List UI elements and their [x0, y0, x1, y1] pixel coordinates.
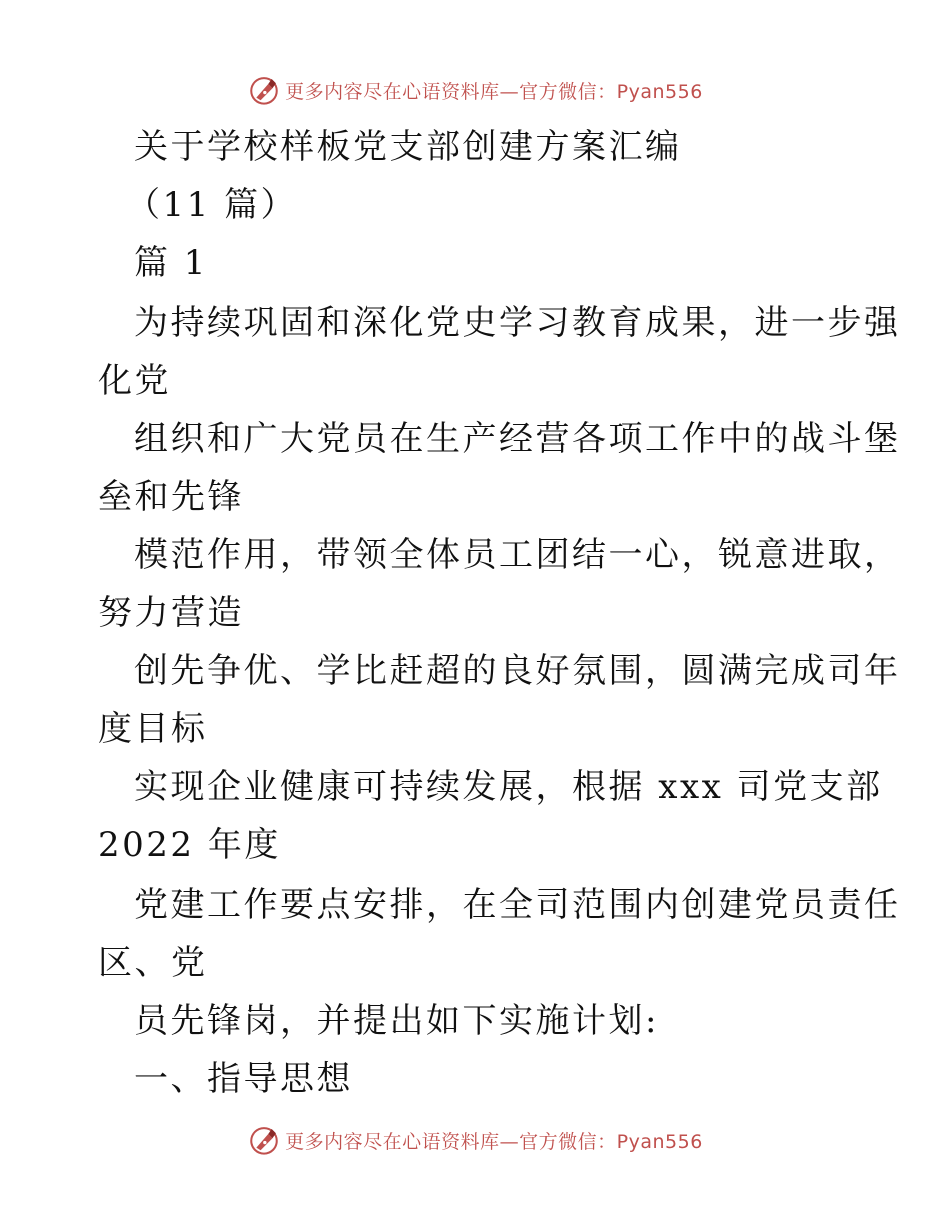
paragraph-line: 区、党 [98, 943, 208, 983]
paragraph-line: 实现企业健康可持续发展，根据 xxx 司党支部 [134, 767, 883, 807]
paragraph-line: 2022 年度 [98, 825, 281, 865]
paragraph-line: 党建工作要点安排，在全司范围内创建党员责任 [134, 885, 901, 925]
watermark-text: 更多内容尽在心语资料库—官方微信：Pyan556 [285, 1130, 703, 1153]
header-watermark [0, 68, 950, 112]
footer-watermark [0, 1118, 950, 1162]
document-title: 关于学校样板党支部创建方案汇编 [134, 127, 682, 167]
section-subheading: 一、指导思想 [134, 1059, 353, 1099]
paragraph-line: 为持续巩固和深化党史学习教育成果，进一步强 [134, 303, 901, 343]
document-count: （11 篇） [126, 185, 298, 225]
section-heading: 篇 1 [134, 243, 208, 283]
paragraph-line: 垒和先锋 [98, 477, 244, 517]
watermark-text: 更多内容尽在心语资料库—官方微信：Pyan556 [285, 80, 703, 103]
paragraph-line: 组织和广大党员在生产经营各项工作中的战斗堡 [134, 419, 901, 459]
paragraph-line: 度目标 [98, 709, 208, 749]
paragraph-line: 员先锋岗，并提出如下实施计划: [134, 1001, 659, 1041]
pen-nib-logo-icon [247, 1123, 281, 1157]
paragraph-line: 模范作用，带领全体员工团结一心，锐意进取， [134, 535, 901, 575]
paragraph-line: 化党 [98, 361, 171, 401]
pen-nib-logo-icon [247, 73, 281, 107]
paragraph-line: 创先争优、学比赶超的良好氛围，圆满完成司年 [134, 651, 901, 691]
paragraph-line: 努力营造 [98, 593, 244, 633]
